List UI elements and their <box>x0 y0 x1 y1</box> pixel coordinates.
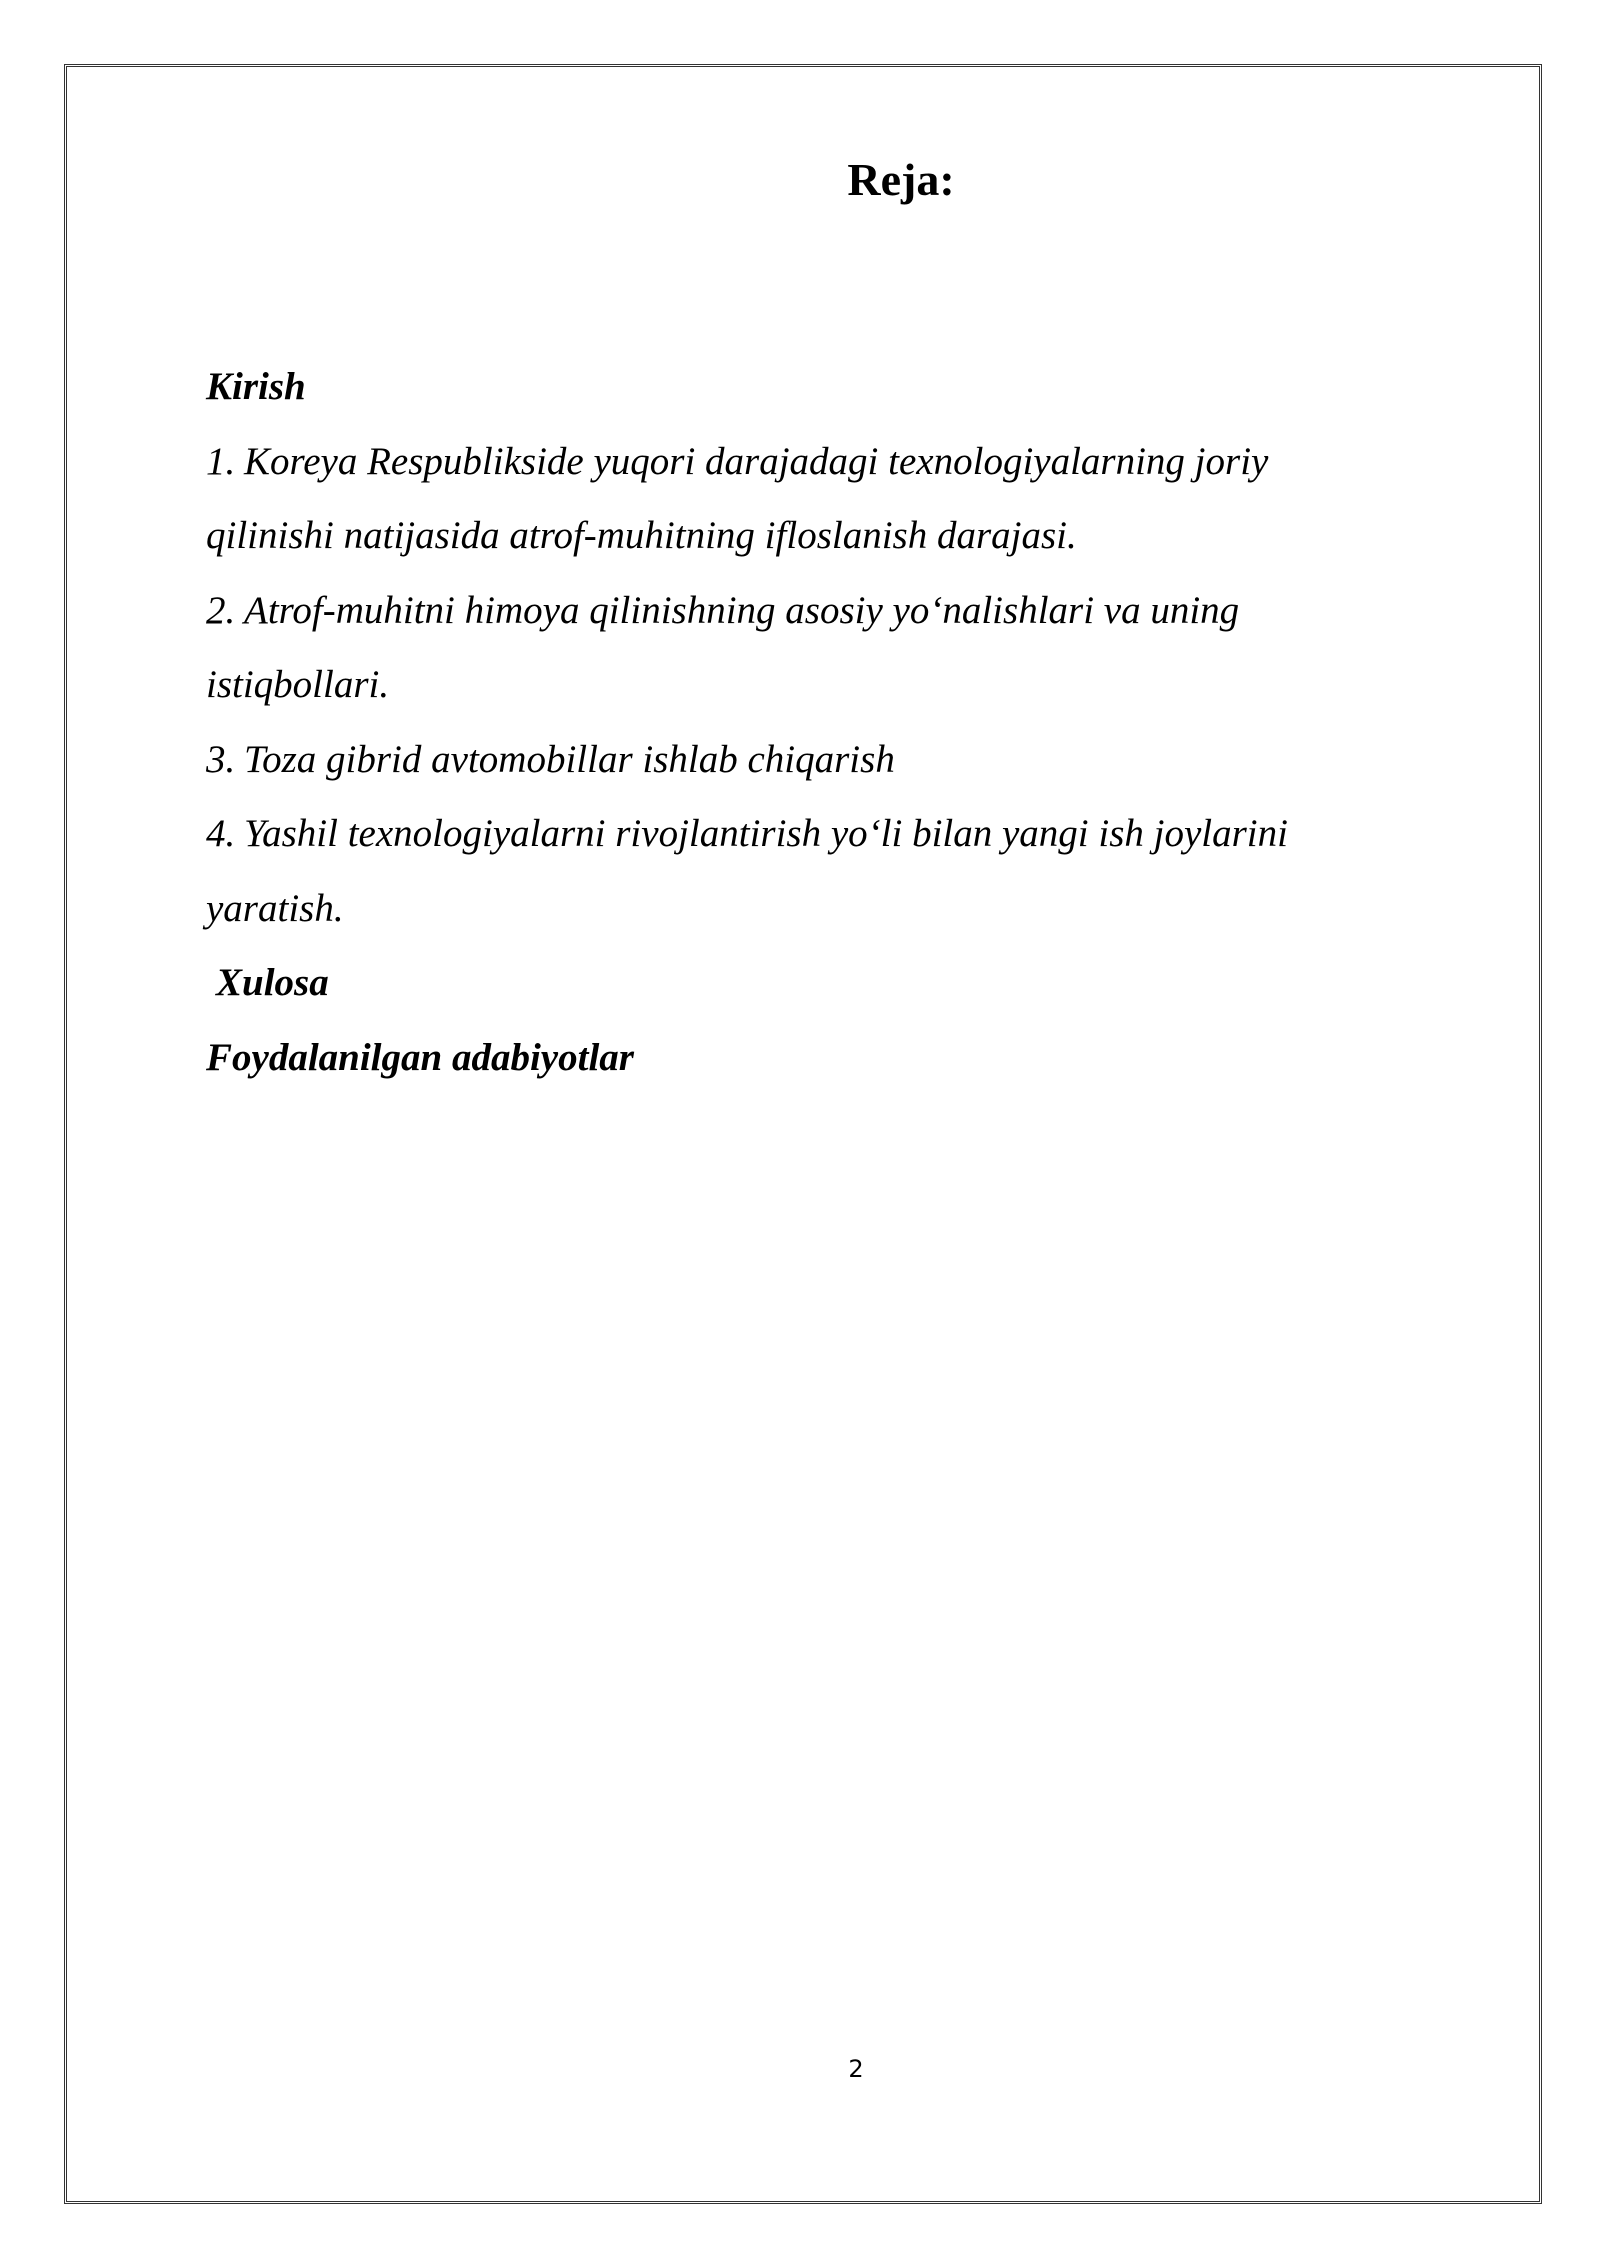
page-number: 2 <box>848 2055 864 2083</box>
toc-item-2 <box>206 574 1466 649</box>
toc-item-2-continuation: istiqbollari. <box>206 663 390 706</box>
toc-item-3 <box>206 723 1466 798</box>
table-of-contents <box>206 350 1466 1095</box>
toc-references: Foydalanilgan adabiyotlar <box>206 1035 634 1079</box>
toc-item-text: Yashil texnologiyalarni rivojlantirish yo‘li bilan yangi ish joylarini <box>244 812 1288 855</box>
toc-item-1-continuation: qilinishi natijasida atrof-muhitning ifloslanish darajasi. <box>206 514 1077 557</box>
document-content <box>206 140 1466 1095</box>
toc-item-1 <box>206 425 1466 500</box>
toc-item-number: 3. <box>206 737 236 781</box>
toc-item-number: 1. <box>206 439 236 483</box>
page-title: Reja: <box>847 154 955 205</box>
toc-item-number: 4. <box>206 812 236 855</box>
toc-item-4 <box>206 797 1466 872</box>
toc-conclusion: Xulosa <box>216 961 329 1004</box>
toc-intro: Kirish <box>206 365 306 408</box>
toc-item-text: Atrof-muhitni himoya qilinishning asosiy yo‘nalishlari va uning <box>244 588 1240 632</box>
toc-item-text: Koreya Respublikside yuqori darajadagi texnologiyalarning joriy <box>244 439 1269 483</box>
toc-item-number: 2. <box>206 588 236 632</box>
toc-item-text: Toza gibrid avtomobillar ishlab chiqarish <box>244 737 895 781</box>
toc-item-4-continuation: yaratish. <box>206 886 344 930</box>
